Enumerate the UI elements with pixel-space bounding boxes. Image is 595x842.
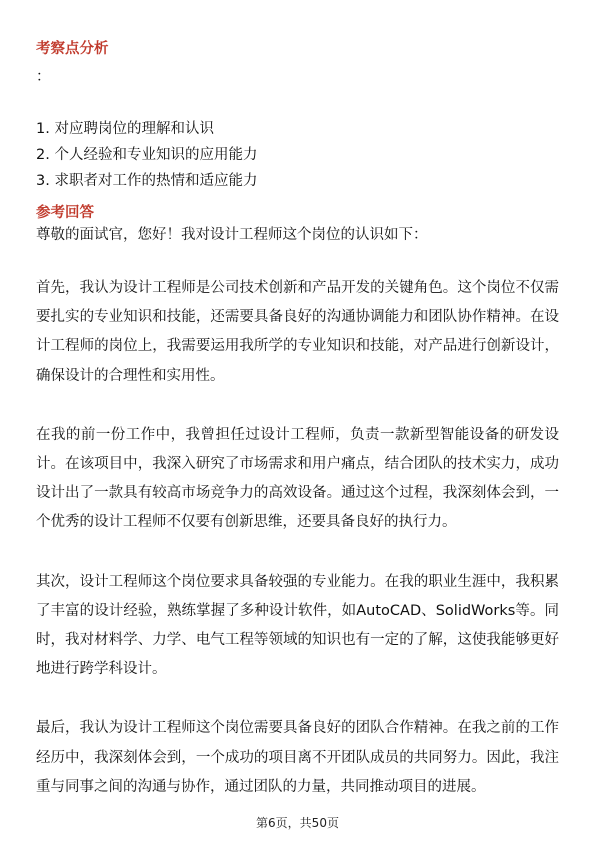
list-item: 2. 个人经验和专业知识的应用能力 xyxy=(36,147,258,163)
answer-paragraph-3: 其次，设计工程师这个岗位要求具备较强的专业能力。在我的职业生涯中，我积累了丰富的设计经验，熟练掌握了多种设计软件，如AutoCAD、SolidWorks等。同时，我对材料学、力学、电气工程等领域的知识也有一定的了解，这使我能够更好地进行跨学科设计。 xyxy=(36,573,559,678)
answer-paragraph-4: 最后，我认为设计工程师这个岗位需要具备良好的团队合作精神。在我之前的工作经历中，我深刻体会到，一个成功的项目离不开团队成员的共同努力。因此，我注重与同事之间的沟通与协作，通过团队的力量，共同推动项目的进展。 xyxy=(36,720,559,795)
analysis-colon: ： xyxy=(36,69,51,85)
answer-greeting: 尊敬的面试官，您好！我对设计工程师这个岗位的认识如下： xyxy=(36,227,428,243)
analysis-heading: 考察点分析 xyxy=(36,41,109,57)
page-number: 第6页，共50页 xyxy=(256,816,339,830)
list-item: 3. 求职者对工作的热情和适应能力 xyxy=(36,173,258,189)
answer-paragraph-1: 首先，我认为设计工程师是公司技术创新和产品开发的关键角色。这个岗位不仅需要扎实的专业知识和技能，还需要具备良好的沟通协调能力和团队协作精神。在设计工程师的岗位上，我需要运用我所学的专业知识和技能，对产品进行创新设计，确保设计的合理性和实用性。 xyxy=(36,280,559,384)
analysis-list xyxy=(36,116,559,194)
list-item: 1. 对应聘岗位的理解和认识 xyxy=(36,121,214,137)
answer-paragraph-2: 在我的前一份工作中，我曾担任过设计工程师，负责一款新型智能设备的研发设计。在该项目中，我深入研究了市场需求和用户痛点，结合团队的技术实力，成功设计出了一款具有较高市场竞争力的高效设备。通过这个过程，我深刻体会到，一个优秀的设计工程师不仅要有创新思维，还要具备良好的执行力。 xyxy=(36,426,559,531)
answer-heading: 参考回答 xyxy=(36,205,94,221)
document-page xyxy=(36,38,559,802)
